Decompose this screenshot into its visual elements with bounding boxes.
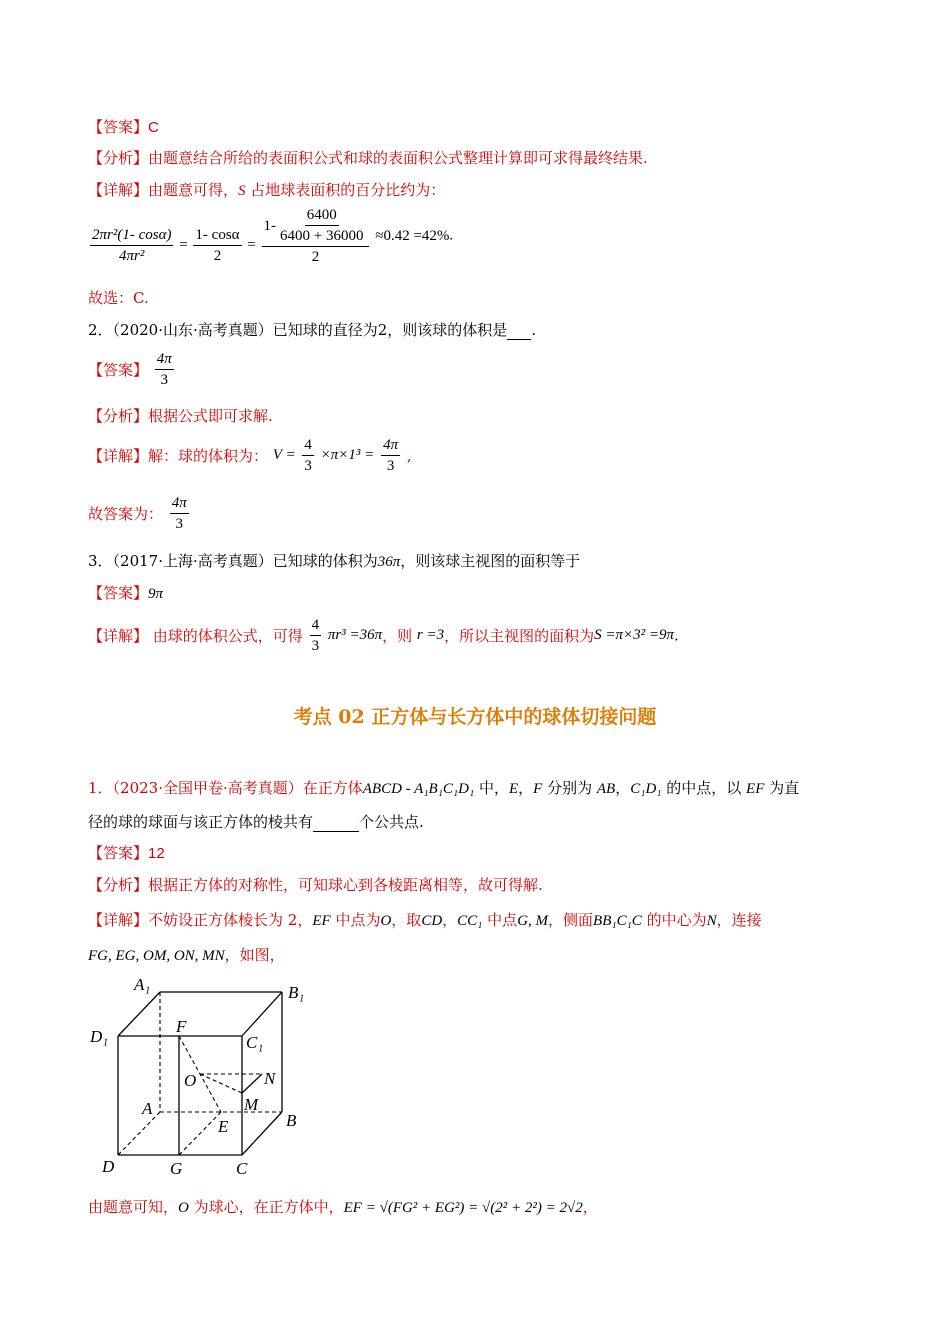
line-o-m	[200, 1074, 242, 1093]
p1-label-pre: 1．（2023·全国甲卷·高考真题）在正方体	[88, 779, 363, 797]
q3-detail-frac	[310, 616, 322, 655]
detail-post: 占地球表面积的百分比约为：	[245, 181, 446, 199]
p1-final-end: ，	[582, 1198, 598, 1216]
edge-a-d	[118, 1112, 160, 1155]
p1-detail-j: G, M	[517, 913, 549, 929]
q2-conclusion-line	[88, 494, 191, 533]
label-n: N	[264, 1069, 276, 1088]
label-g: G	[170, 1159, 183, 1178]
q3-detail-line	[88, 616, 679, 655]
q3-answer: 9π	[148, 586, 164, 602]
q2-answer-den: 3	[160, 372, 169, 388]
q2-detail-line	[88, 436, 412, 475]
q3-question	[88, 550, 580, 571]
p1-detail-f: CD	[421, 913, 443, 929]
p1-answer-tag: 【答案】	[88, 844, 149, 862]
formula-frac-2-den: 2	[213, 247, 222, 264]
p1-label-f: F	[533, 781, 543, 797]
formula-dot: .	[449, 227, 454, 244]
q2-end: .	[531, 321, 537, 339]
p1-final-pre: 由题意可知，	[88, 1198, 179, 1216]
label-o: O	[184, 1071, 197, 1090]
p1-detail-m: 的中心为	[641, 911, 707, 929]
p1-detail-line-2	[88, 944, 285, 965]
p1-detail-a: 不妨设正方体棱长为 2，	[148, 911, 313, 929]
p1-line3-post: ，如图，	[224, 946, 285, 964]
label-c: C	[236, 1159, 248, 1178]
q3-detail-a: 由球的体积公式，可得	[148, 627, 303, 645]
p1-answer-line	[88, 842, 165, 863]
label-c1: C₁	[246, 1033, 264, 1052]
q3-answer-line	[88, 582, 163, 603]
label-a: A	[142, 1099, 153, 1118]
label-e: E	[218, 1117, 229, 1136]
q3-detail-c: ，则	[382, 627, 417, 645]
q2-detail-frac-1-den: 3	[304, 458, 312, 474]
q2-conclusion-num: 4π	[170, 494, 189, 514]
p1-detail-n: N	[706, 913, 717, 929]
q2-detail-tag: 【详解】	[88, 447, 149, 465]
p1-label-mid2: 分别为	[542, 779, 597, 797]
q2-conclusion-text: 故答案为：	[88, 505, 164, 523]
p1-detail-e: ，取	[391, 911, 422, 929]
q2-detail-end: ,	[406, 446, 412, 465]
formula-eq-2: =	[247, 236, 256, 253]
p1-detail-i: 中点	[482, 911, 518, 929]
detail-pre: 由题意可得，	[148, 181, 239, 199]
formula-result: ≈0.42 =42%	[375, 227, 450, 244]
formula-frac-3-pre: 1-	[263, 217, 276, 234]
detail-line	[88, 179, 445, 200]
p1-analysis-tag: 【分析】	[88, 876, 149, 894]
answer-tag: 【答案】	[88, 118, 149, 136]
q3-label-pre: 3．（2017·上海·高考真题）已知球的体积为	[88, 552, 378, 570]
formula-frac-2	[193, 226, 241, 265]
q2-detail-frac-1-num: 4	[302, 436, 314, 456]
p1-final-math: EF = √(FG² + EG²) = √(2² + 2²) = 2√2	[343, 1200, 583, 1216]
p1-detail-l: BB₁C₁C	[593, 913, 642, 929]
q2-analysis-text: 根据公式即可求解.	[148, 407, 273, 425]
q2-answer-frac	[155, 350, 174, 389]
q3-label-val: 36π	[377, 554, 401, 570]
q2-detail-frac-2	[381, 436, 400, 475]
formula-inner-den: 6400 + 36000	[280, 228, 364, 244]
edge-c1-b1	[242, 992, 282, 1036]
formula-frac-2-num: 1- cosα	[193, 226, 241, 246]
analysis-text: 由题意结合所给的表面积公式和球的表面积公式整理计算即可求得最终结果.	[148, 149, 648, 167]
detail-var: S	[238, 183, 246, 199]
p1-label-ab: AB	[596, 781, 616, 797]
formula-eq-1: =	[179, 236, 188, 253]
q2-detail-frac-2-num: 4π	[381, 436, 400, 456]
p1-label-end: 为直	[764, 779, 800, 797]
q2-analysis-line	[88, 405, 273, 426]
label-m: M	[244, 1095, 259, 1114]
formula-frac-3-num	[262, 206, 370, 247]
p1-line2-post: 个公共点.	[359, 813, 424, 831]
p1-line3-math: FG, EG, OM, ON, MN	[88, 948, 225, 964]
analysis-line	[88, 147, 648, 168]
analysis-tag: 【分析】	[88, 149, 149, 167]
label-b1: B₁	[288, 983, 305, 1002]
edge-d1-a1	[118, 992, 160, 1036]
label-d: D	[102, 1157, 115, 1176]
q2-answer-line	[88, 350, 176, 389]
p1-label-math: ABCD - A₁B₁C₁D₁	[362, 781, 475, 797]
q3-detail-tag: 【详解】	[88, 627, 149, 645]
p1-detail-o: ，连接	[716, 911, 762, 929]
p1-label-e: E	[508, 781, 519, 797]
q2-detail-frac-2-den: 3	[386, 458, 395, 474]
q2-detail-mid: ×π×1³ =	[320, 447, 375, 463]
answer-line	[88, 116, 159, 137]
edge-b-c	[242, 1112, 282, 1155]
line-m-n	[242, 1074, 262, 1093]
q3-detail-d: r =3	[416, 627, 445, 643]
q3-detail-g: .	[674, 626, 679, 645]
section-title: 考点 02 正方体与长方体中的球体切接问题	[293, 706, 657, 728]
label-f: F	[176, 1017, 187, 1036]
q2-conclusion-den: 3	[175, 516, 184, 532]
q2-detail-v: V =	[272, 447, 296, 463]
p1-detail-g: ，	[442, 911, 458, 929]
detail-tag: 【详解】	[88, 181, 149, 199]
p1-blank	[313, 813, 359, 832]
p1-label-mid4: 的中点，以	[661, 779, 747, 797]
q3-label-post: ，则该球主视图的面积等于	[400, 552, 581, 570]
p1-label-comma: ，	[518, 779, 534, 797]
q2-analysis-tag: 【分析】	[88, 407, 149, 425]
q3-detail-f: S =π×3² =9π	[594, 627, 675, 643]
p1-detail-c: 中点为	[330, 911, 381, 929]
q3-detail-b: πr³ =36π	[327, 627, 383, 643]
q2-label: 2．（2020·山东·高考真题）已知球的直径为2，则该球的体积是	[88, 321, 508, 339]
p1-detail-k: ，侧面	[548, 911, 594, 929]
line-e-g	[179, 1112, 221, 1155]
p1-final-line	[88, 1196, 598, 1217]
q2-blank	[507, 321, 531, 340]
p1-question-line-1	[88, 777, 799, 798]
p1-label-mid3: ，	[615, 779, 631, 797]
p1-detail-line	[88, 909, 762, 930]
p1-detail-tag: 【详解】	[88, 911, 149, 929]
q3-detail-e: ，所以主视图的面积为	[444, 627, 595, 645]
q2-conclusion-frac	[170, 494, 189, 533]
q2-detail-text: 解：球的体积为：	[148, 447, 269, 465]
q2-question	[88, 319, 536, 340]
q3-answer-tag: 【答案】	[88, 584, 149, 602]
formula-inner-frac	[278, 206, 365, 245]
p1-line2-pre: 径的球的球面与该正方体的棱共有	[88, 813, 314, 831]
p1-analysis-line	[88, 874, 543, 895]
p1-final-o: O	[178, 1200, 189, 1216]
q2-answer-tag: 【答案】	[88, 361, 149, 379]
answer-value: C	[148, 119, 159, 136]
p1-label-mid: 中，	[474, 779, 509, 797]
p1-detail-b: EF	[312, 913, 331, 929]
p1-label-cd: C₁D₁	[630, 781, 662, 797]
label-b: B	[286, 1111, 297, 1130]
q2-detail-frac-1	[302, 436, 314, 475]
conclusion-line: 故选：C.	[88, 289, 149, 307]
p1-question-line-2	[88, 811, 424, 832]
formula-frac-1	[90, 226, 173, 265]
label-a1: A₁	[134, 975, 151, 994]
p1-label-efm: EF	[746, 781, 765, 797]
formula-frac-3-den: 2	[311, 249, 320, 265]
formula-block	[88, 206, 453, 266]
p1-answer: 12	[148, 845, 165, 862]
p1-final-mid: 为球心，在正方体中，	[188, 1198, 344, 1216]
formula-frac-1-num: 2πr²(1- cosα)	[90, 226, 173, 246]
label-d1: D₁	[90, 1027, 109, 1046]
q2-answer-num: 4π	[155, 350, 174, 370]
formula-frac-1-den: 4πr²	[119, 247, 145, 264]
formula-inner-num: 6400	[305, 206, 339, 226]
formula-frac-3	[262, 206, 370, 266]
p1-analysis-text: 根据正方体的对称性，可知球心到各棱距离相等，故可得解.	[148, 876, 543, 894]
p1-detail-d: O	[380, 913, 392, 929]
p1-detail-h: CC₁	[457, 913, 483, 929]
q3-detail-frac-num: 4	[310, 616, 322, 636]
cube-figure	[84, 970, 324, 1185]
q3-detail-frac-den: 3	[311, 638, 320, 654]
